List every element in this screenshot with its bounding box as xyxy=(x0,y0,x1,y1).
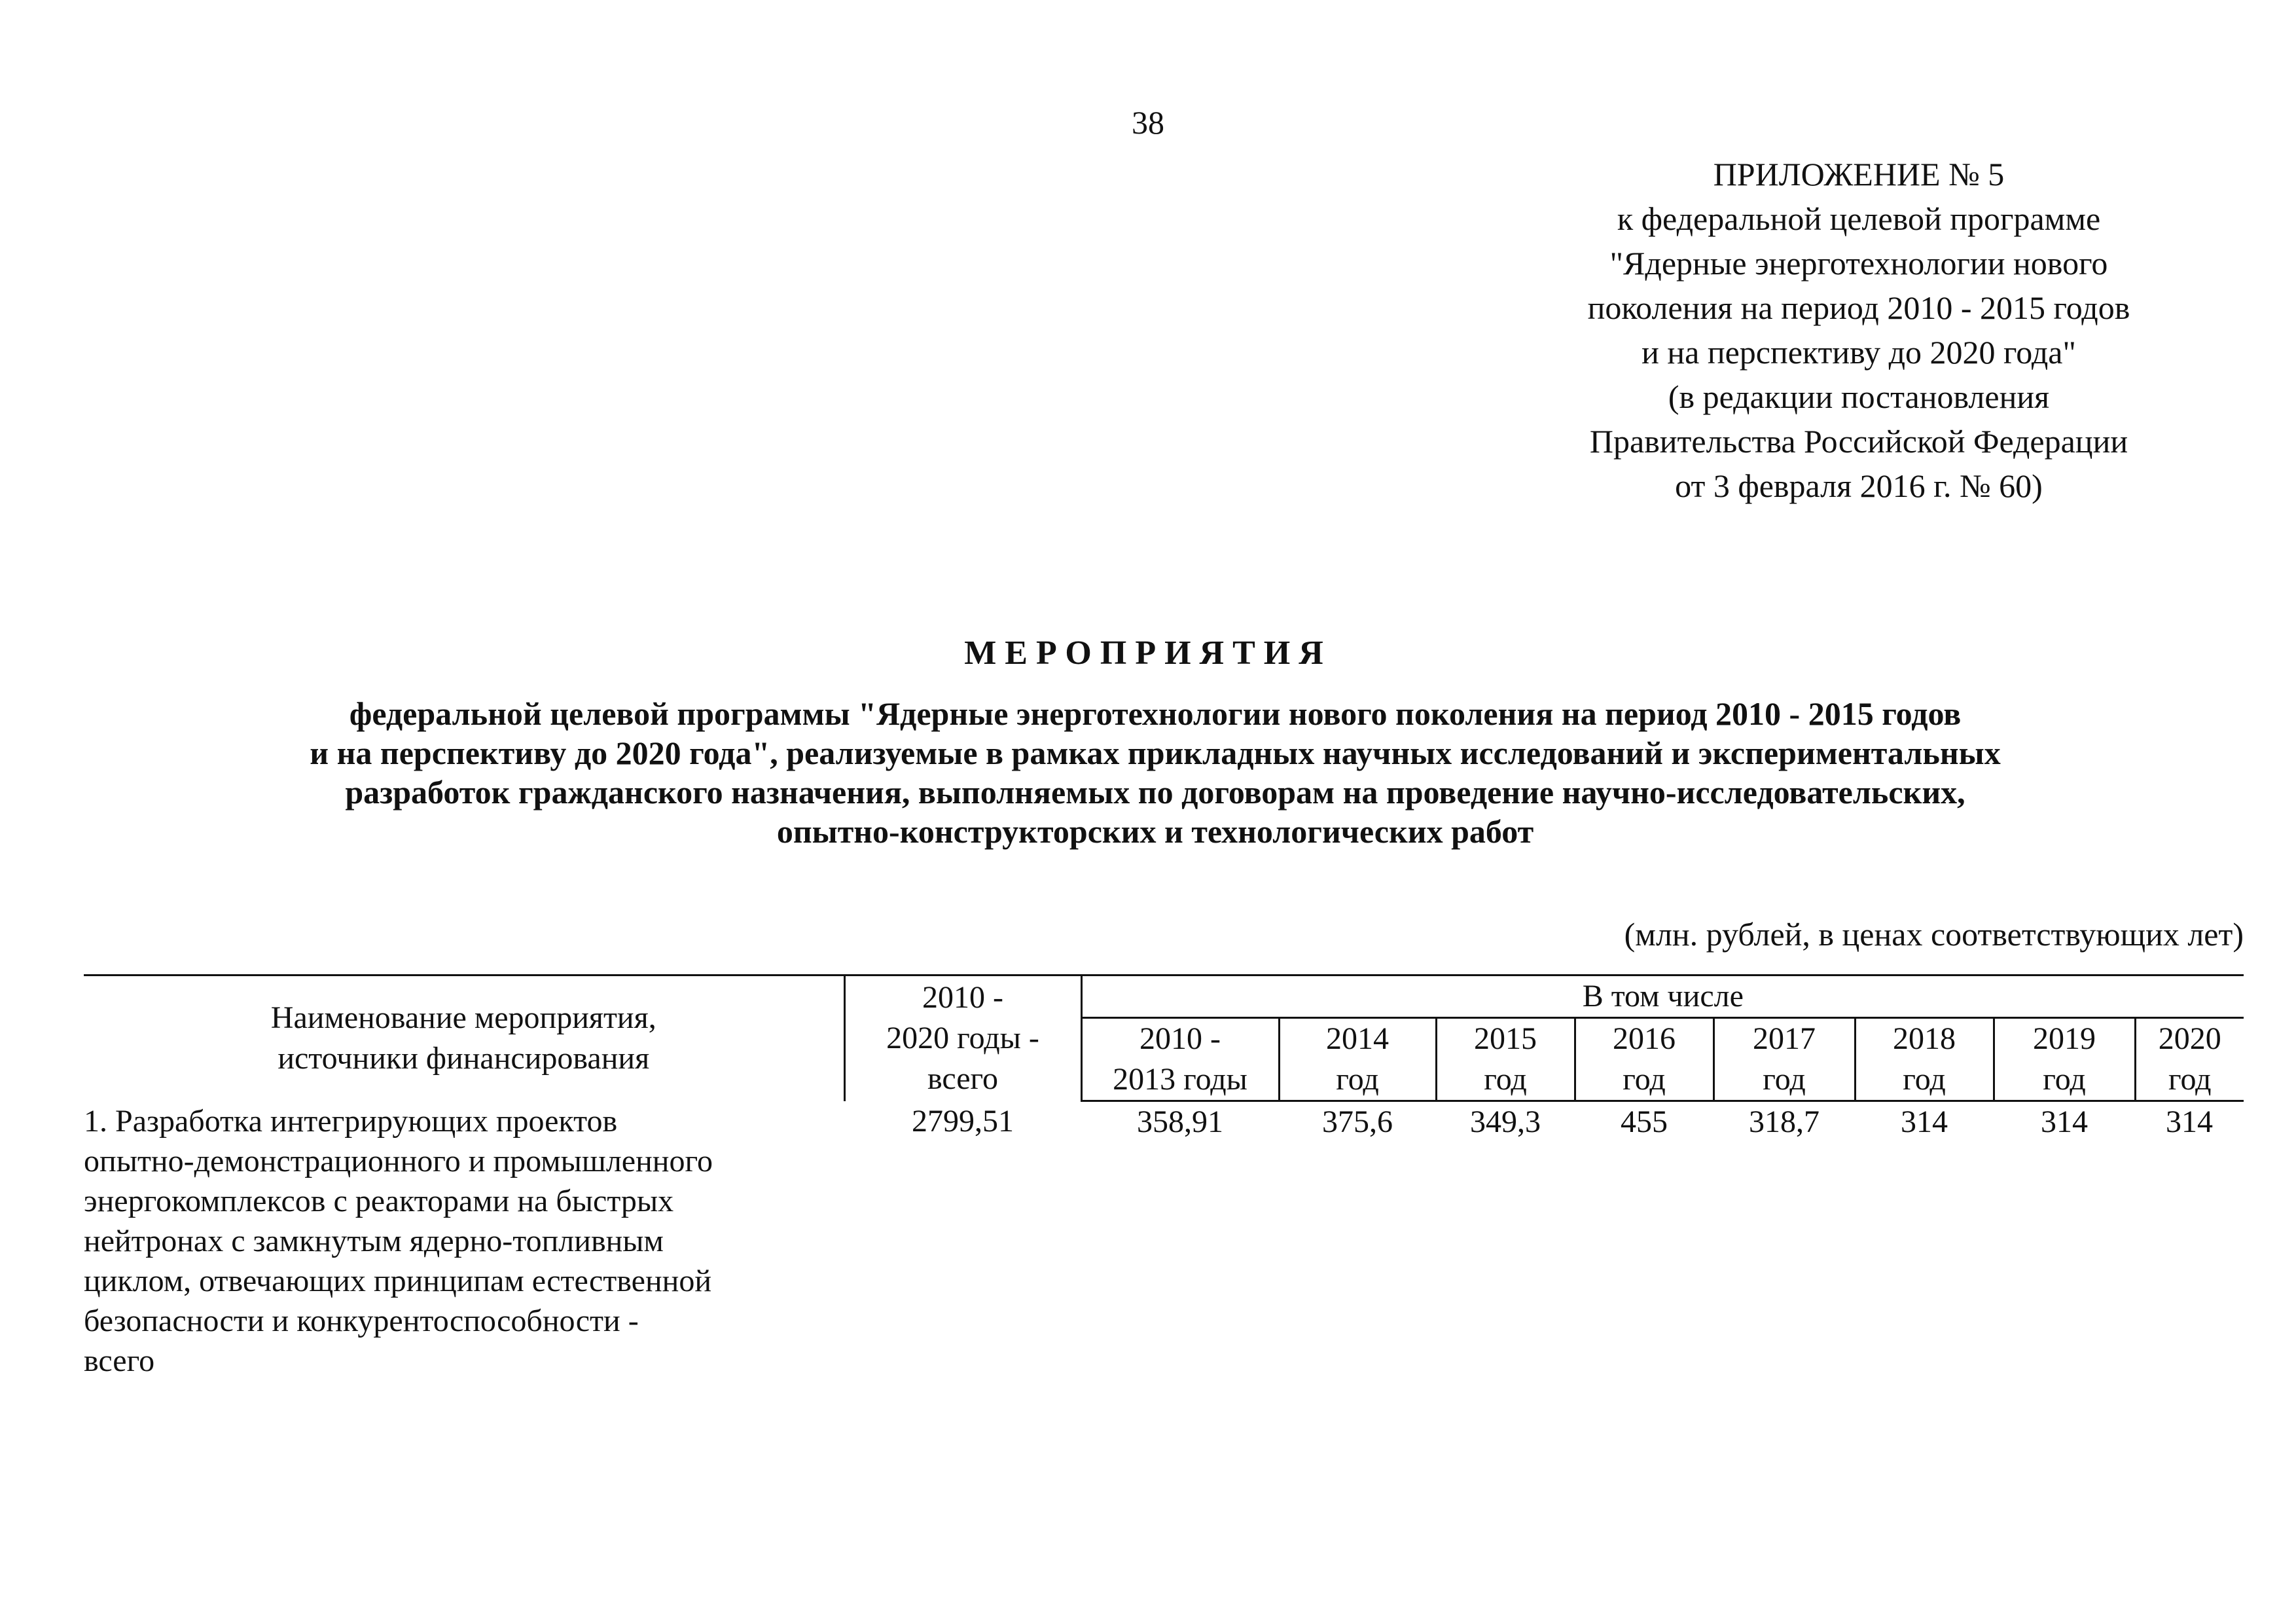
header-text: год xyxy=(1336,1062,1379,1097)
appendix-line: к федеральной целевой программе xyxy=(1617,200,2101,237)
row-activity-name xyxy=(84,1101,844,1381)
value-2018: 314 xyxy=(1901,1104,1948,1139)
header-text: 2010 - xyxy=(922,980,1003,1015)
subtitle-line: разработок гражданского назначения, выполняемых по договорам на проведение научно-исследовательских, xyxy=(345,774,1965,811)
document-subtitle xyxy=(164,694,2147,851)
header-text: год xyxy=(1623,1062,1666,1097)
header-text: год xyxy=(2043,1062,2086,1097)
name-line: опытно-демонстрационного и промышленного xyxy=(84,1143,713,1178)
value-2016: 455 xyxy=(1621,1104,1668,1139)
subtitle-line: федеральной целевой программы "Ядерные энерготехнологии нового поколения на период 2010 - 2015 годов xyxy=(349,695,1962,732)
units-note: (млн. рублей, в ценах соответствующих лет) xyxy=(1624,916,2244,953)
header-text: 2018 xyxy=(1893,1021,1956,1056)
header-year-2019 xyxy=(1994,1018,2135,1101)
header-period-2010-2013 xyxy=(1081,1018,1279,1101)
header-year-2018 xyxy=(1855,1018,1994,1101)
header-group-including: В том числе xyxy=(1081,976,2244,1018)
value-2014: 375,6 xyxy=(1322,1104,1393,1139)
name-line: всего xyxy=(84,1343,155,1378)
name-line: циклом, отвечающих принципам естественной xyxy=(84,1263,712,1298)
header-text: 2016 xyxy=(1613,1021,1676,1056)
name-line: энергокомплексов с реакторами на быстрых xyxy=(84,1183,674,1218)
header-text: год xyxy=(1903,1062,1946,1097)
header-year-2014 xyxy=(1279,1018,1436,1101)
funding-table xyxy=(84,974,2244,1381)
header-text: год xyxy=(1763,1062,1806,1097)
header-text: 2014 xyxy=(1326,1021,1389,1056)
appendix-header xyxy=(1492,152,2225,508)
header-text: 2015 xyxy=(1474,1021,1537,1056)
header-text: 2013 годы xyxy=(1113,1062,1247,1097)
appendix-line: ПРИЛОЖЕНИЕ № 5 xyxy=(1713,156,2005,192)
appendix-line: от 3 февраля 2016 г. № 60) xyxy=(1675,467,2043,504)
header-text: 2019 xyxy=(2033,1021,2096,1056)
header-total-column xyxy=(844,976,1081,1101)
header-year-2015 xyxy=(1436,1018,1575,1101)
appendix-line: "Ядерные энерготехнологии нового xyxy=(1609,245,2108,282)
header-text: год xyxy=(2168,1062,2212,1097)
header-year-2020 xyxy=(2135,1018,2244,1101)
value-2019: 314 xyxy=(2041,1104,2088,1139)
appendix-line: поколения на период 2010 - 2015 годов xyxy=(1587,289,2130,326)
appendix-line: Правительства Российской Федерации xyxy=(1589,423,2128,460)
subtitle-line: и на перспективу до 2020 года", реализуемые в рамках прикладных научных исследований и экспериментальных xyxy=(310,735,2001,771)
header-text: 2017 xyxy=(1753,1021,1816,1056)
table-row xyxy=(84,1101,2244,1381)
header-text: 2020 годы - xyxy=(886,1021,1039,1056)
document-title: МЕРОПРИЯТИЯ xyxy=(964,634,1332,672)
appendix-line: и на перспективу до 2020 года" xyxy=(1641,334,2076,371)
header-text: Наименование мероприятия, xyxy=(270,1000,656,1036)
header-name-column xyxy=(84,976,844,1101)
header-text: год xyxy=(1484,1062,1527,1097)
header-text: всего xyxy=(927,1061,999,1097)
appendix-line: (в редакции постановления xyxy=(1668,378,2050,415)
value-2010-2013: 358,91 xyxy=(1137,1104,1223,1139)
value-2015: 349,3 xyxy=(1470,1104,1541,1139)
page-number: 38 xyxy=(1132,104,1164,141)
header-year-2016 xyxy=(1575,1018,1713,1101)
subtitle-line: опытно-конструкторских и технологических работ xyxy=(776,813,1534,850)
value-2020: 314 xyxy=(2166,1104,2214,1139)
name-line: нейтронах с замкнутым ядерно-топливным xyxy=(84,1223,664,1258)
value-total: 2799,51 xyxy=(912,1103,1014,1139)
name-line: 1. Разработка интегрирующих проектов xyxy=(84,1103,618,1139)
header-text: 2010 - xyxy=(1139,1021,1221,1056)
header-year-2017 xyxy=(1713,1018,1855,1101)
value-2017: 318,7 xyxy=(1749,1104,1820,1139)
header-text: 2020 xyxy=(2158,1021,2221,1056)
header-text: источники финансирования xyxy=(278,1041,650,1076)
name-line: безопасности и конкурентоспособности - xyxy=(84,1303,639,1338)
